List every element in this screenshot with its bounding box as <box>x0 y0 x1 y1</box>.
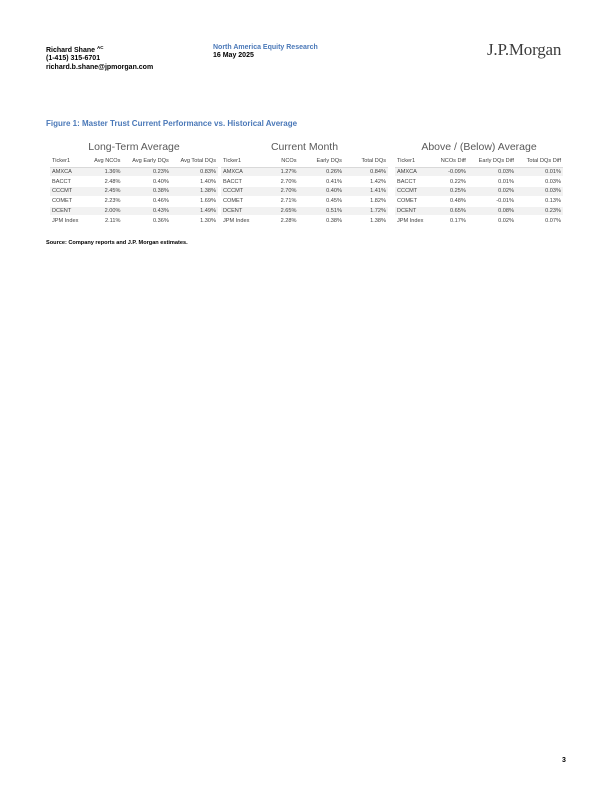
ticker-cell: AMXCA <box>395 167 432 177</box>
figure-source: Source: Company reports and J.P. Morgan estimates. <box>46 240 188 246</box>
value-cell: -0.09% <box>432 167 468 177</box>
table-row <box>395 167 563 177</box>
report-date: 16 May 2025 <box>213 52 254 60</box>
ticker-cell: AMXCA <box>50 167 86 177</box>
value-cell: 0.83% <box>171 167 218 177</box>
table-row <box>221 216 388 226</box>
value-cell: 1.27% <box>268 167 299 177</box>
ticker-cell: COMET <box>395 196 432 206</box>
column-header: Ticker1 <box>50 156 86 167</box>
value-cell: 1.49% <box>171 206 218 216</box>
table-row <box>395 187 563 197</box>
analyst-name: Richard Shane $^{AC}$ <box>46 45 104 54</box>
table-header-row <box>395 156 563 167</box>
analyst-block <box>46 44 153 72</box>
value-cell: 0.48% <box>432 196 468 206</box>
ticker-cell: DCENT <box>50 206 86 216</box>
value-cell: 1.69% <box>171 196 218 206</box>
value-cell: 0.23% <box>516 206 563 216</box>
value-cell: 0.03% <box>516 177 563 187</box>
analyst-certification: AC <box>96 45 104 50</box>
value-cell: 1.82% <box>344 196 388 206</box>
value-cell: -0.01% <box>468 196 516 206</box>
value-cell: 0.02% <box>468 187 516 197</box>
ticker-cell: DCENT <box>221 206 268 216</box>
value-cell: 1.38% <box>171 187 218 197</box>
table-row <box>395 177 563 187</box>
current-month-table <box>221 141 388 226</box>
value-cell: 2.45% <box>86 187 122 197</box>
table-row <box>50 187 218 197</box>
value-cell: 1.42% <box>344 177 388 187</box>
value-cell: 1.36% <box>86 167 122 177</box>
table-header-row <box>50 156 218 167</box>
table-row <box>50 216 218 226</box>
value-cell: 2.70% <box>268 187 299 197</box>
value-cell: 0.40% <box>299 187 344 197</box>
table-row <box>395 206 563 216</box>
above-below-average-table <box>395 141 563 226</box>
value-cell: 0.22% <box>432 177 468 187</box>
above-below-average-title: Above / (Below) Average <box>421 141 537 153</box>
column-header: Early DQs Diff <box>468 156 516 167</box>
column-header: Avg NCOs <box>86 156 122 167</box>
table-row <box>221 167 388 177</box>
value-cell: 0.13% <box>516 196 563 206</box>
column-header: Total DQs <box>344 156 388 167</box>
value-cell: 0.38% <box>299 216 344 226</box>
value-cell: 2.65% <box>268 206 299 216</box>
value-cell: 0.07% <box>516 216 563 226</box>
value-cell: 2.23% <box>86 196 122 206</box>
value-cell: 1.30% <box>171 216 218 226</box>
value-cell: 2.00% <box>86 206 122 216</box>
ticker-cell: BACCT <box>395 177 432 187</box>
ticker-cell: COMET <box>50 196 86 206</box>
ticker-cell: COMET <box>221 196 268 206</box>
ticker-cell: JPM Index <box>395 216 432 226</box>
column-header: NCOs Diff <box>432 156 468 167</box>
table-row <box>221 196 388 206</box>
value-cell: 0.23% <box>122 167 170 177</box>
jpmorgan-logo: J.P.Morgan <box>487 40 562 59</box>
value-cell: 2.48% <box>86 177 122 187</box>
long-term-average-title: Long-Term Average <box>88 141 180 153</box>
value-cell: 0.40% <box>122 177 170 187</box>
column-header: Ticker1 <box>395 156 432 167</box>
table-row <box>221 187 388 197</box>
table-row <box>395 216 563 226</box>
value-cell: 0.38% <box>122 187 170 197</box>
table-row <box>50 177 218 187</box>
column-header: Avg Total DQs <box>171 156 218 167</box>
value-cell: 0.03% <box>468 167 516 177</box>
figure-title: Figure 1: Master Trust Current Performance vs. Historical Average <box>46 119 298 128</box>
table-row <box>50 167 218 177</box>
column-header: Total DQs Diff <box>516 156 563 167</box>
value-cell: 0.26% <box>299 167 344 177</box>
table-row <box>50 196 218 206</box>
ticker-cell: CCCMT <box>221 187 268 197</box>
value-cell: 2.70% <box>268 177 299 187</box>
value-cell: 0.25% <box>432 187 468 197</box>
table-row <box>221 206 388 216</box>
value-cell: 0.51% <box>299 206 344 216</box>
ticker-cell: CCCMT <box>395 187 432 197</box>
long-term-average-table <box>50 141 218 226</box>
column-header: NCOs <box>268 156 299 167</box>
long-term-table <box>50 156 218 226</box>
value-cell: 0.01% <box>468 177 516 187</box>
value-cell: 0.43% <box>122 206 170 216</box>
value-cell: 1.38% <box>344 216 388 226</box>
table-row <box>50 206 218 216</box>
page-number: 3 <box>562 757 566 764</box>
column-header: Early DQs <box>299 156 344 167</box>
value-cell: 0.36% <box>122 216 170 226</box>
value-cell: 0.01% <box>516 167 563 177</box>
value-cell: 0.08% <box>468 206 516 216</box>
value-cell: 0.41% <box>299 177 344 187</box>
ticker-cell: AMXCA <box>221 167 268 177</box>
ticker-cell: BACCT <box>221 177 268 187</box>
value-cell: 0.45% <box>299 196 344 206</box>
table-header-row <box>221 156 388 167</box>
ticker-cell: JPM Index <box>50 216 86 226</box>
current-month-title: Current Month <box>270 141 339 153</box>
value-cell: 2.71% <box>268 196 299 206</box>
value-cell: 0.02% <box>468 216 516 226</box>
research-department: North America Equity Research <box>213 44 318 51</box>
column-header: Avg Early DQs <box>122 156 170 167</box>
value-cell: 0.03% <box>516 187 563 197</box>
value-cell: 0.46% <box>122 196 170 206</box>
ticker-cell: BACCT <box>50 177 86 187</box>
value-cell: 2.28% <box>268 216 299 226</box>
value-cell: 2.11% <box>86 216 122 226</box>
research-info <box>213 44 318 61</box>
table-row <box>221 177 388 187</box>
value-cell: 1.41% <box>344 187 388 197</box>
value-cell: 0.65% <box>432 206 468 216</box>
ticker-cell: CCCMT <box>50 187 86 197</box>
column-header: Ticker1 <box>221 156 268 167</box>
value-cell: 1.40% <box>171 177 218 187</box>
ticker-cell: DCENT <box>395 206 432 216</box>
value-cell: 0.17% <box>432 216 468 226</box>
value-cell: 0.84% <box>344 167 388 177</box>
analyst-phone: (1-415) 315-6701 <box>46 55 101 63</box>
table-row <box>395 196 563 206</box>
value-cell: 1.72% <box>344 206 388 216</box>
above-below-data-table <box>395 156 563 226</box>
analyst-email[interactable]: richard.b.shane@jpmorgan.com <box>46 63 154 71</box>
ticker-cell: JPM Index <box>221 216 268 226</box>
current-month-data-table <box>221 156 388 226</box>
